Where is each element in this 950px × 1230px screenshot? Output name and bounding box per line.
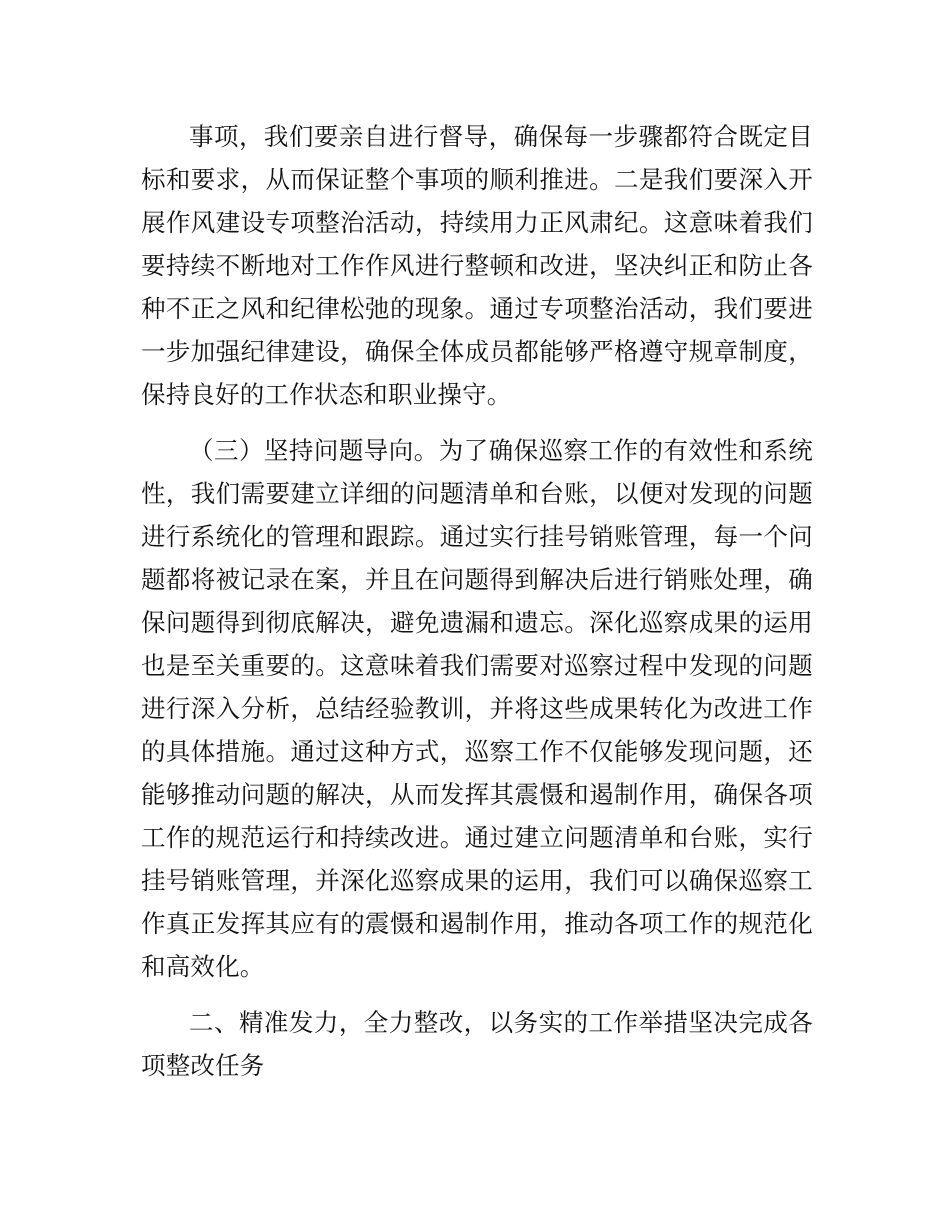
text-line: 进行深入分析，总结经验教训，并将这些成果转化为改进工作 <box>141 694 813 723</box>
text-line: 一步加强纪律建设，确保全体成员都能够严格遵守规章制度， <box>141 337 813 366</box>
text-line: 能够推动问题的解决，从而发挥其震慑和遏制作用，确保各项 <box>141 780 813 809</box>
text-line: 性，我们需要建立详细的问题清单和台账，以便对发现的问题 <box>141 479 813 508</box>
text-line: 题都将被记录在案，并且在问题得到解决后进行销账处理，确 <box>141 565 813 594</box>
text-line: 标和要求，从而保证整个事项的顺利推进。二是我们要深入开 <box>141 165 813 194</box>
text-line: 要持续不断地对工作作风进行整顿和改进，坚决纠正和防止各 <box>141 251 813 280</box>
text-line: 工作的规范运行和持续改进。通过建立问题清单和台账，实行 <box>141 823 813 852</box>
text-line: 作真正发挥其应有的震慑和遏制作用，推动各项工作的规范化 <box>141 909 813 938</box>
text-line: 进行系统化的管理和跟踪。通过实行挂号销账管理，每一个问 <box>141 522 813 551</box>
text-line: 的具体措施。通过这种方式，巡察工作不仅能够发现问题，还 <box>141 737 813 766</box>
text-line: 展作风建设专项整治活动，持续用力正风肃纪。这意味着我们 <box>141 208 813 237</box>
text-line: 种不正之风和纪律松弛的现象。通过专项整治活动，我们要进 <box>141 294 813 323</box>
text-line: 保问题得到彻底解决，避免遗漏和遗忘。深化巡察成果的运用 <box>141 608 813 637</box>
section-heading-line: （三）坚持问题导向。为了确保巡察工作的有效性和系统 <box>189 436 813 465</box>
text-line: 事项，我们要亲自进行督导，确保每一步骤都符合既定目 <box>189 122 813 151</box>
text-line: 和高效化。 <box>141 952 265 981</box>
section-heading-line: 项整改任务 <box>141 1051 265 1080</box>
text-line: 保持良好的工作状态和职业操守。 <box>141 380 512 409</box>
section-heading-line: 二、精准发力，全力整改，以务实的工作举措坚决完成各 <box>189 1008 813 1037</box>
text-line: 挂号销账管理，并深化巡察成果的运用，我们可以确保巡察工 <box>141 866 813 895</box>
text-line: 也是至关重要的。这意味着我们需要对巡察过程中发现的问题 <box>141 651 813 680</box>
